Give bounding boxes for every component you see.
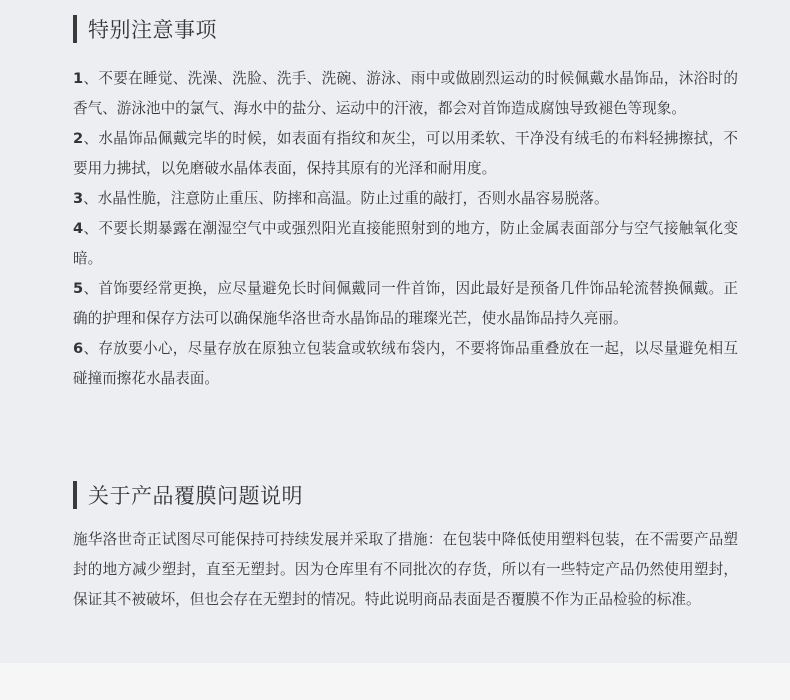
film-notice-paragraph: 施华洛世奇正试图尽可能保持可持续发展并采取了措施：在包装中降低使用塑料包装，在不需要产品塑封的地方减少塑封，直至无塑封。因为仓库里有不同批次的存货，所以有一些特定产品仍然使用塑封，保证其不被破坏，但也会存在无塑封的情况。特此说明商品表面是否覆膜不作为正品检验的标准。	[73, 531, 738, 608]
section-title: 特别注意事项	[88, 18, 217, 42]
list-item	[73, 184, 738, 214]
heading-bar	[73, 481, 77, 509]
item-text: 、不要在睡觉、洗澡、洗脸、洗手、洗碗、游泳、雨中或做剧烈运动的时候佩戴水晶饰品，沐浴时的香气、游泳池中的氯气、海水中的盐分、运动中的汗液，都会对首饰造成腐蚀导致褪色等现象。	[73, 70, 738, 117]
section-header-precautions	[73, 14, 217, 44]
heading-bar	[73, 15, 77, 43]
item-text: 、首饰要经常更换，应尽量避免长时间佩戴同一件首饰，因此最好是预备几件饰品轮流替换佩戴。正确的护理和保存方法可以确保施华洛世奇水晶饰品的璀璨光芒，使水晶饰品持久亮丽。	[73, 280, 738, 327]
precaution-list	[73, 64, 738, 394]
item-text: 、水晶性脆，注意防止重压、防摔和高温。防止过重的敲打，否则水晶容易脱落。	[83, 190, 609, 207]
list-item	[73, 334, 738, 394]
list-item	[73, 214, 738, 274]
item-number: 2	[73, 130, 84, 147]
section-header-film-notice	[73, 480, 303, 510]
list-item	[73, 64, 738, 124]
item-number: 3	[73, 190, 84, 207]
list-item	[73, 274, 738, 334]
section-title: 关于产品覆膜问题说明	[88, 484, 303, 508]
item-number: 4	[73, 220, 84, 237]
list-item	[73, 124, 738, 184]
item-text: 、存放要小心，尽量存放在原独立包装盒或软绒布袋内，不要将饰品重叠放在一起，以尽量避免相互碰撞而擦花水晶表面。	[73, 340, 738, 387]
item-text: 、水晶饰品佩戴完毕的时候，如表面有指纹和灰尘，可以用柔软、干净没有绒毛的布料轻拂擦拭，不要用力拂拭，以免磨破水晶体表面，保持其原有的光泽和耐用度。	[73, 130, 738, 177]
item-text: 、不要长期暴露在潮湿空气中或强烈阳光直接能照射到的地方，防止金属表面部分与空气接触氧化变暗。	[73, 220, 738, 267]
item-number: 6	[73, 340, 84, 357]
item-number: 1	[73, 70, 84, 87]
item-number: 5	[73, 280, 84, 297]
